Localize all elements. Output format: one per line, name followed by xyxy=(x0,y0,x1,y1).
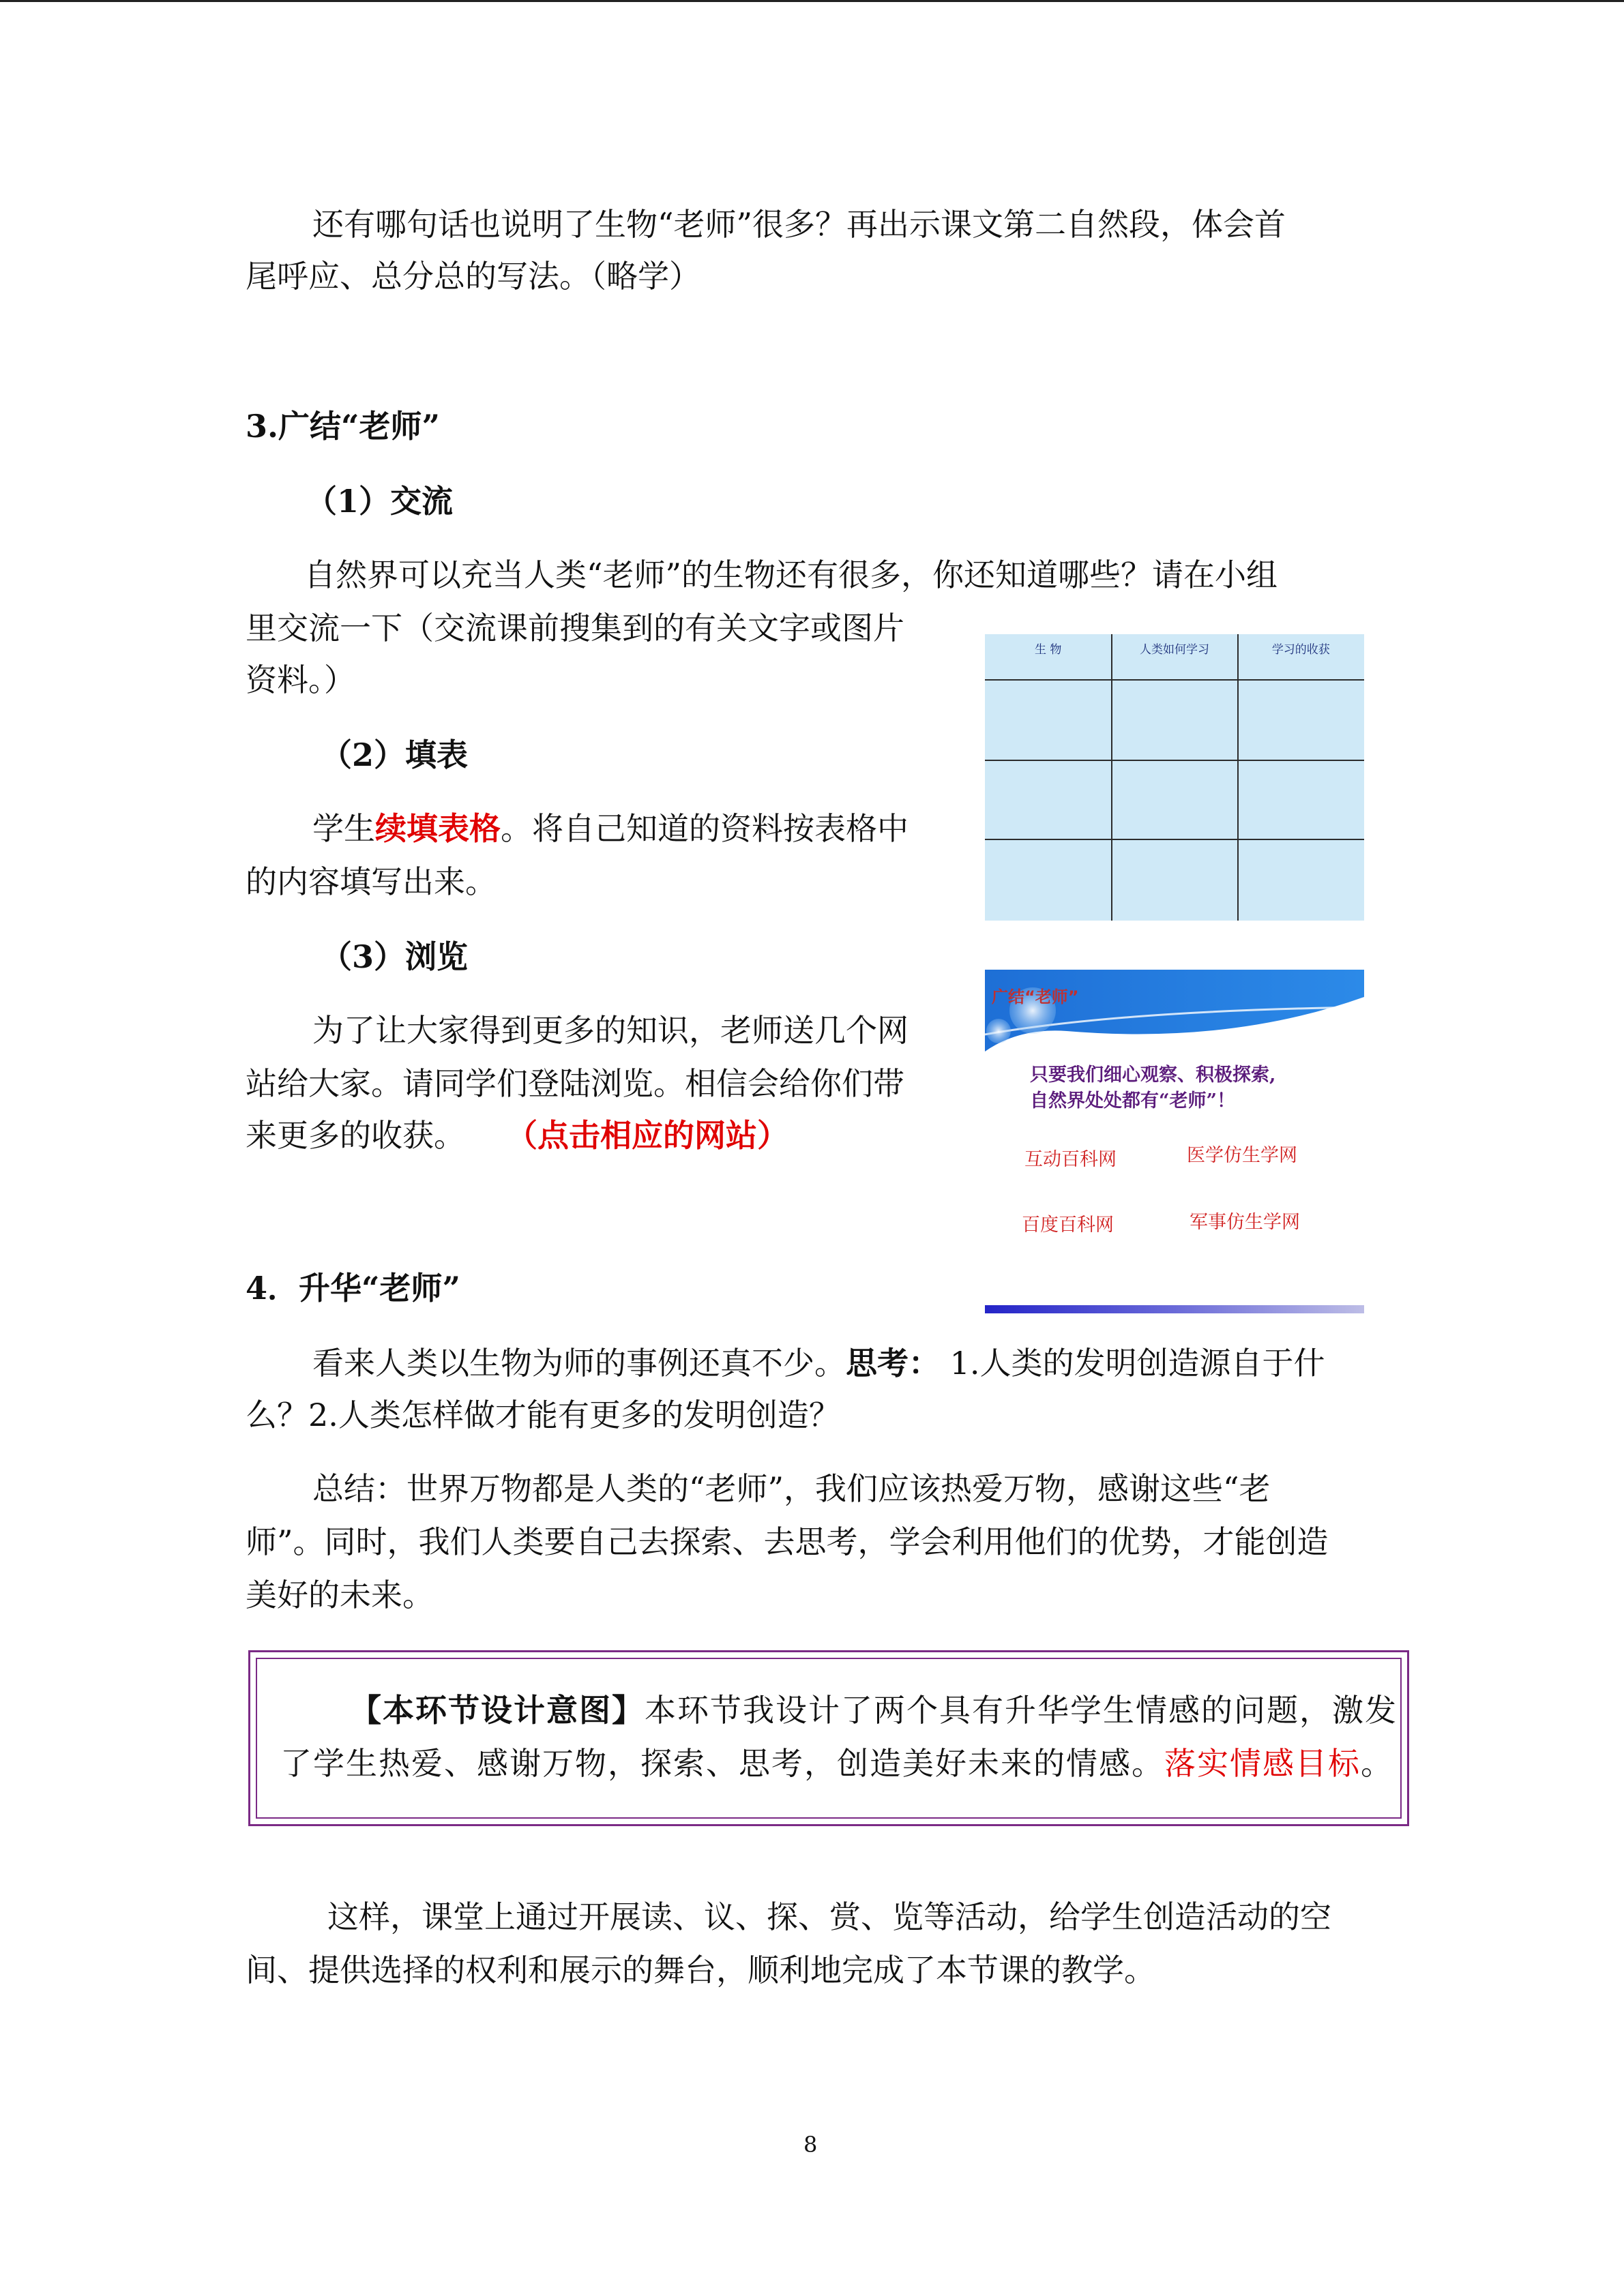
website-link-baidu[interactable]: 百度百科网 xyxy=(1022,1214,1114,1236)
table-row-divider xyxy=(985,760,1364,761)
sub2-highlight: 续填表格 xyxy=(375,810,501,847)
summary-line1: 总结：世界万物都是人类的“老师”，我们应该热爱万物，感谢这些“老 xyxy=(312,1470,1271,1507)
design-intent-box xyxy=(248,1650,1409,1826)
website-link-bionics-military[interactable]: 军事仿生学网 xyxy=(1190,1212,1300,1233)
intent-line2 xyxy=(280,1737,1393,1790)
sub1-text-line2: 里交流一下（交流课前搜集到的有关文字或图片 xyxy=(246,610,904,646)
section4-heading: 4．升华“老师” xyxy=(246,1270,460,1307)
website-link-hint[interactable]: （点击相应的网站） xyxy=(506,1117,788,1154)
intent-label: 【本环节设计意图】 xyxy=(350,1692,645,1729)
section3-sub3: （3）浏览 xyxy=(321,938,469,975)
sub3-text-line2: 站给大家。请同学们登陆浏览。相信会给你们带 xyxy=(246,1065,904,1102)
sub3-text-line1: 为了让大家得到更多的知识，老师送几个网 xyxy=(312,1012,909,1049)
slide-text-line1: 只要我们细心观察、积极探索, xyxy=(1030,1064,1276,1086)
sub2-text-line2: 的内容填写出来。 xyxy=(246,863,497,900)
intent-line2-text: 了学生热爱、感谢万物，探索、思考，创造美好未来的情感。 xyxy=(280,1745,1164,1782)
table-header xyxy=(985,634,1364,679)
top-border-line xyxy=(0,0,1624,2)
intent-line2-end: 。 xyxy=(1361,1745,1393,1782)
conclusion-line1: 这样，课堂上通过开展读、议、探、赏、览等活动，给学生创造活动的空 xyxy=(327,1898,1331,1935)
slide-title: 广结“老师” xyxy=(992,987,1079,1007)
table-column-divider xyxy=(1237,634,1239,921)
website-link-hudong[interactable]: 互动百科网 xyxy=(1024,1149,1117,1170)
table-row-divider xyxy=(985,679,1364,681)
think-prefix: 看来人类以生物为师的事例还真不少。 xyxy=(312,1345,846,1382)
sub2-text-line1 xyxy=(312,802,909,855)
table-header-cell: 生 物 xyxy=(1034,643,1062,657)
intent-line1-text: 本环节我设计了两个具有升华学生情感的问题，激发 xyxy=(645,1692,1398,1729)
page-number: 8 xyxy=(803,2132,818,2158)
table-header-cell: 学习的收获 xyxy=(1271,643,1330,657)
para1-line1: 还有哪句话也说明了生物“老师”很多？再出示课文第二自然段，体会首 xyxy=(312,206,1286,243)
summary-line2: 师”。同时，我们人类要自己去探索、去思考，学会利用他们的优势，才能创造 xyxy=(246,1523,1329,1560)
sub2-suffix: 。将自己知道的资料按表格中 xyxy=(501,810,909,847)
conclusion-line2: 间、提供选择的权利和展示的舞台，顺利地完成了本节课的教学。 xyxy=(246,1952,1155,1988)
website-slide-image xyxy=(985,970,1364,1313)
table-row-divider xyxy=(985,839,1364,840)
think-label: 思考： xyxy=(846,1345,940,1382)
section4-think-line1 xyxy=(312,1337,1325,1390)
sub1-text-line1: 自然界可以充当人类“老师”的生物还有很多，你还知道哪些？请在小组 xyxy=(304,556,1278,593)
website-link-bionics-medical[interactable]: 医学仿生学网 xyxy=(1187,1145,1297,1166)
slide-text-line2: 自然界处处都有“老师”！ xyxy=(1030,1090,1236,1112)
table-column-divider xyxy=(1111,634,1112,921)
summary-line3: 美好的未来。 xyxy=(246,1577,434,1613)
think-suffix: 1.人类的发明创造源自于什 xyxy=(940,1345,1325,1382)
sub3-line3-prefix: 来更多的收获。 xyxy=(246,1117,465,1154)
table-header-cell: 人类如何学习 xyxy=(1139,643,1209,657)
sub1-text-line3: 资料。） xyxy=(246,661,355,698)
section3-sub1: （1）交流 xyxy=(306,483,454,520)
section4-think-line2: 么？2.人类怎样做才能有更多的发明创造？ xyxy=(246,1397,840,1433)
slide-bottom-bar xyxy=(985,1305,1364,1313)
section3-heading: 3.广结“老师” xyxy=(246,408,440,445)
para1-line2: 尾呼应、总分总的写法。（略学） xyxy=(246,258,700,295)
fill-table-image xyxy=(985,634,1364,921)
sub3-text-line3 xyxy=(246,1109,788,1162)
section3-sub2: （2）填表 xyxy=(321,736,469,773)
slide-header-wave xyxy=(985,970,1364,1052)
intent-goal: 落实情感目标 xyxy=(1164,1745,1361,1782)
sub2-prefix: 学生 xyxy=(312,810,375,847)
intent-line1 xyxy=(350,1684,1398,1737)
